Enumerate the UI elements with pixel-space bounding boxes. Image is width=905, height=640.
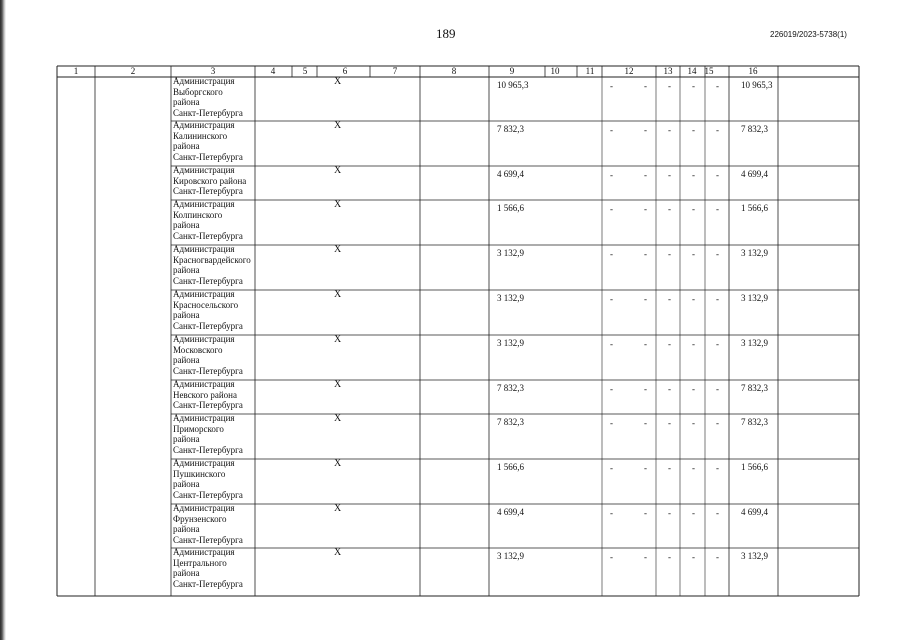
empty-value-dash: - — [692, 418, 695, 428]
organization-name-line: Красносельского — [173, 299, 239, 310]
column-15-value: 10 965,3 — [741, 80, 773, 90]
organization-name-line: района — [173, 434, 200, 445]
empty-value-dash: - — [692, 339, 695, 349]
empty-value-dash: - — [716, 249, 719, 259]
empty-value-dash: - — [668, 81, 671, 91]
organization-name — [173, 547, 243, 590]
organization-name-line: Администрация — [173, 503, 235, 513]
empty-value-dash: - — [692, 463, 695, 473]
organization-name — [173, 458, 243, 501]
column-6-mark: Х — [334, 289, 342, 300]
column-10-value: 3 132,9 — [497, 248, 524, 258]
column-10-value: 1 566,6 — [497, 462, 524, 472]
empty-value-dash: - — [610, 508, 613, 518]
organization-name-line: Санкт-Петербурга — [173, 400, 243, 411]
empty-value-dash: - — [692, 125, 695, 135]
organization-name-line: Центрального — [173, 557, 227, 568]
organization-name-line: Администрация — [173, 334, 235, 344]
column-number-2: 2 — [130, 66, 136, 76]
empty-value-dash: - — [716, 339, 719, 349]
organization-name-line: Администрация — [173, 199, 235, 209]
column-15-value: 7 832,3 — [741, 417, 768, 427]
organization-name-line: Невского района — [173, 389, 237, 400]
empty-value-dash: - — [610, 204, 613, 214]
column-6-mark: Х — [334, 503, 342, 514]
organization-name — [173, 120, 243, 163]
column-number-6: 6 — [342, 66, 348, 76]
empty-value-dash: - — [610, 125, 613, 135]
empty-value-dash: - — [692, 294, 695, 304]
organization-name-line: Администрация — [173, 120, 235, 130]
empty-value-dash: - — [610, 81, 613, 91]
column-number-14: 14 — [687, 66, 697, 76]
organization-name-line: Санкт-Петербурга — [173, 445, 243, 456]
empty-value-dash: - — [644, 81, 647, 91]
column-number-12: 12 — [624, 66, 634, 76]
empty-value-dash: - — [716, 552, 719, 562]
empty-value-dash: - — [644, 508, 647, 518]
column-number-4: 4 — [270, 66, 276, 76]
column-10-value: 10 965,3 — [497, 80, 529, 90]
organization-name-line: Санкт-Петербурга — [173, 231, 243, 242]
organization-name — [173, 289, 243, 332]
empty-value-dash: - — [692, 508, 695, 518]
column-6-mark: Х — [334, 76, 342, 87]
empty-value-dash: - — [644, 125, 647, 135]
column-10-value: 3 132,9 — [497, 338, 524, 348]
column-15-value: 3 132,9 — [741, 338, 768, 348]
column-6-mark: Х — [334, 120, 342, 131]
empty-value-dash: - — [692, 81, 695, 91]
organization-name — [173, 76, 243, 119]
empty-value-dash: - — [716, 125, 719, 135]
empty-value-dash: - — [716, 294, 719, 304]
organization-name-line: Кировского района — [173, 175, 247, 186]
organization-name-line: Администрация — [173, 76, 235, 86]
column-number-13: 13 — [663, 66, 673, 76]
column-number-3: 3 — [210, 66, 216, 76]
empty-value-dash: - — [668, 249, 671, 259]
empty-value-dash: - — [716, 384, 719, 394]
empty-value-dash: - — [668, 294, 671, 304]
organization-name-line: района — [173, 524, 200, 535]
column-15-value: 3 132,9 — [741, 293, 768, 303]
document-reference: 226019/2023-5738(1) — [770, 30, 847, 39]
empty-value-dash: - — [644, 249, 647, 259]
organization-name — [173, 334, 243, 377]
empty-value-dash: - — [692, 552, 695, 562]
organization-name — [173, 503, 243, 546]
empty-value-dash: - — [692, 384, 695, 394]
empty-value-dash: - — [716, 508, 719, 518]
organization-name-line: района — [173, 568, 200, 579]
empty-value-dash: - — [716, 170, 719, 180]
empty-value-dash: - — [668, 418, 671, 428]
column-6-mark: Х — [334, 165, 342, 176]
empty-value-dash: - — [668, 125, 671, 135]
column-6-mark: Х — [334, 334, 342, 345]
organization-name-line: района — [173, 97, 200, 108]
organization-name-line: Санкт-Петербурга — [173, 152, 243, 163]
organization-name — [173, 379, 243, 411]
page-number: 189 — [436, 26, 456, 41]
empty-value-dash: - — [610, 463, 613, 473]
column-6-mark: Х — [334, 379, 342, 390]
empty-value-dash: - — [716, 463, 719, 473]
organization-name — [173, 244, 251, 287]
empty-value-dash: - — [716, 204, 719, 214]
empty-value-dash: - — [668, 204, 671, 214]
column-6-mark: Х — [334, 199, 342, 210]
organization-name-line: Колпинского — [173, 209, 223, 220]
organization-name-line: Санкт-Петербурга — [173, 366, 243, 377]
column-number-16: 16 — [748, 66, 758, 76]
empty-value-dash: - — [692, 170, 695, 180]
empty-value-dash: - — [610, 249, 613, 259]
organization-name-line: Пушкинского — [173, 468, 226, 479]
column-10-value: 3 132,9 — [497, 293, 524, 303]
empty-value-dash: - — [716, 418, 719, 428]
column-10-value: 7 832,3 — [497, 124, 524, 134]
organization-name-line: Санкт-Петербурга — [173, 108, 243, 119]
organization-name-line: Администрация — [173, 458, 235, 468]
column-6-mark: Х — [334, 547, 342, 558]
organization-name-line: Администрация — [173, 289, 235, 299]
organization-name-line: Администрация — [173, 244, 235, 254]
column-15-value: 1 566,6 — [741, 462, 768, 472]
empty-value-dash: - — [692, 204, 695, 214]
organization-name-line: Администрация — [173, 413, 235, 423]
column-15-value: 7 832,3 — [741, 383, 768, 393]
empty-value-dash: - — [644, 204, 647, 214]
column-15-value: 3 132,9 — [741, 551, 768, 561]
column-number-10: 10 — [550, 66, 560, 76]
organization-name-line: Красногвардейского — [173, 254, 251, 265]
empty-value-dash: - — [668, 508, 671, 518]
column-number-7: 7 — [392, 66, 398, 76]
empty-value-dash: - — [644, 384, 647, 394]
column-number-9: 9 — [509, 66, 515, 76]
empty-value-dash: - — [668, 463, 671, 473]
organization-name — [173, 199, 243, 242]
column-10-value: 3 132,9 — [497, 551, 524, 561]
column-10-value: 4 699,4 — [497, 507, 524, 517]
organization-name-line: Санкт-Петербурга — [173, 321, 243, 332]
empty-value-dash: - — [610, 170, 613, 180]
organization-name-line: Фрунзенского — [173, 513, 227, 524]
empty-value-dash: - — [610, 339, 613, 349]
organization-name-line: района — [173, 141, 200, 152]
column-10-value: 1 566,6 — [497, 203, 524, 213]
organization-name-line: района — [173, 355, 200, 366]
organization-name-line: Администрация — [173, 547, 235, 557]
organization-name-line: района — [173, 479, 200, 490]
organization-name-line: района — [173, 220, 200, 231]
organization-name-line: Санкт-Петербурга — [173, 490, 243, 501]
organization-name-line: района — [173, 265, 200, 276]
empty-value-dash: - — [644, 418, 647, 428]
empty-value-dash: - — [716, 81, 719, 91]
organization-name-line: Санкт-Петербурга — [173, 535, 243, 546]
column-6-mark: Х — [334, 244, 342, 255]
empty-value-dash: - — [644, 463, 647, 473]
empty-value-dash: - — [692, 249, 695, 259]
organization-name-line: Выборгского — [173, 86, 223, 97]
organization-name-line: Администрация — [173, 165, 235, 175]
organization-name-line: Санкт-Петербурга — [173, 186, 243, 197]
column-15-value: 1 566,6 — [741, 203, 768, 213]
empty-value-dash: - — [668, 384, 671, 394]
column-number-8: 8 — [451, 66, 457, 76]
column-6-mark: Х — [334, 413, 342, 424]
organization-name-line: Калининского — [173, 130, 228, 141]
column-10-value: 7 832,3 — [497, 417, 524, 427]
column-10-value: 7 832,3 — [497, 383, 524, 393]
column-6-mark: Х — [334, 458, 342, 469]
organization-name — [173, 165, 246, 197]
empty-value-dash: - — [610, 552, 613, 562]
organization-name-line: района — [173, 310, 200, 321]
column-10-value: 4 699,4 — [497, 169, 524, 179]
column-number-11: 11 — [585, 66, 595, 76]
column-15-value: 3 132,9 — [741, 248, 768, 258]
empty-value-dash: - — [668, 339, 671, 349]
organization-name-line: Администрация — [173, 379, 235, 389]
empty-value-dash: - — [610, 294, 613, 304]
column-number-15: 15 — [704, 66, 714, 76]
organization-name-line: Санкт-Петербурга — [173, 276, 243, 287]
empty-value-dash: - — [644, 339, 647, 349]
empty-value-dash: - — [610, 418, 613, 428]
organization-name-line: Санкт-Петербурга — [173, 579, 243, 590]
empty-value-dash: - — [610, 384, 613, 394]
column-15-value: 4 699,4 — [741, 507, 768, 517]
column-number-5: 5 — [302, 66, 308, 76]
empty-value-dash: - — [668, 170, 671, 180]
organization-name-line: Приморского — [173, 423, 224, 434]
column-15-value: 4 699,4 — [741, 169, 768, 179]
empty-value-dash: - — [668, 552, 671, 562]
empty-value-dash: - — [644, 170, 647, 180]
column-15-value: 7 832,3 — [741, 124, 768, 134]
organization-name-line: Московского — [173, 344, 223, 355]
organization-name — [173, 413, 243, 456]
column-number-1: 1 — [73, 66, 79, 76]
empty-value-dash: - — [644, 294, 647, 304]
empty-value-dash: - — [644, 552, 647, 562]
